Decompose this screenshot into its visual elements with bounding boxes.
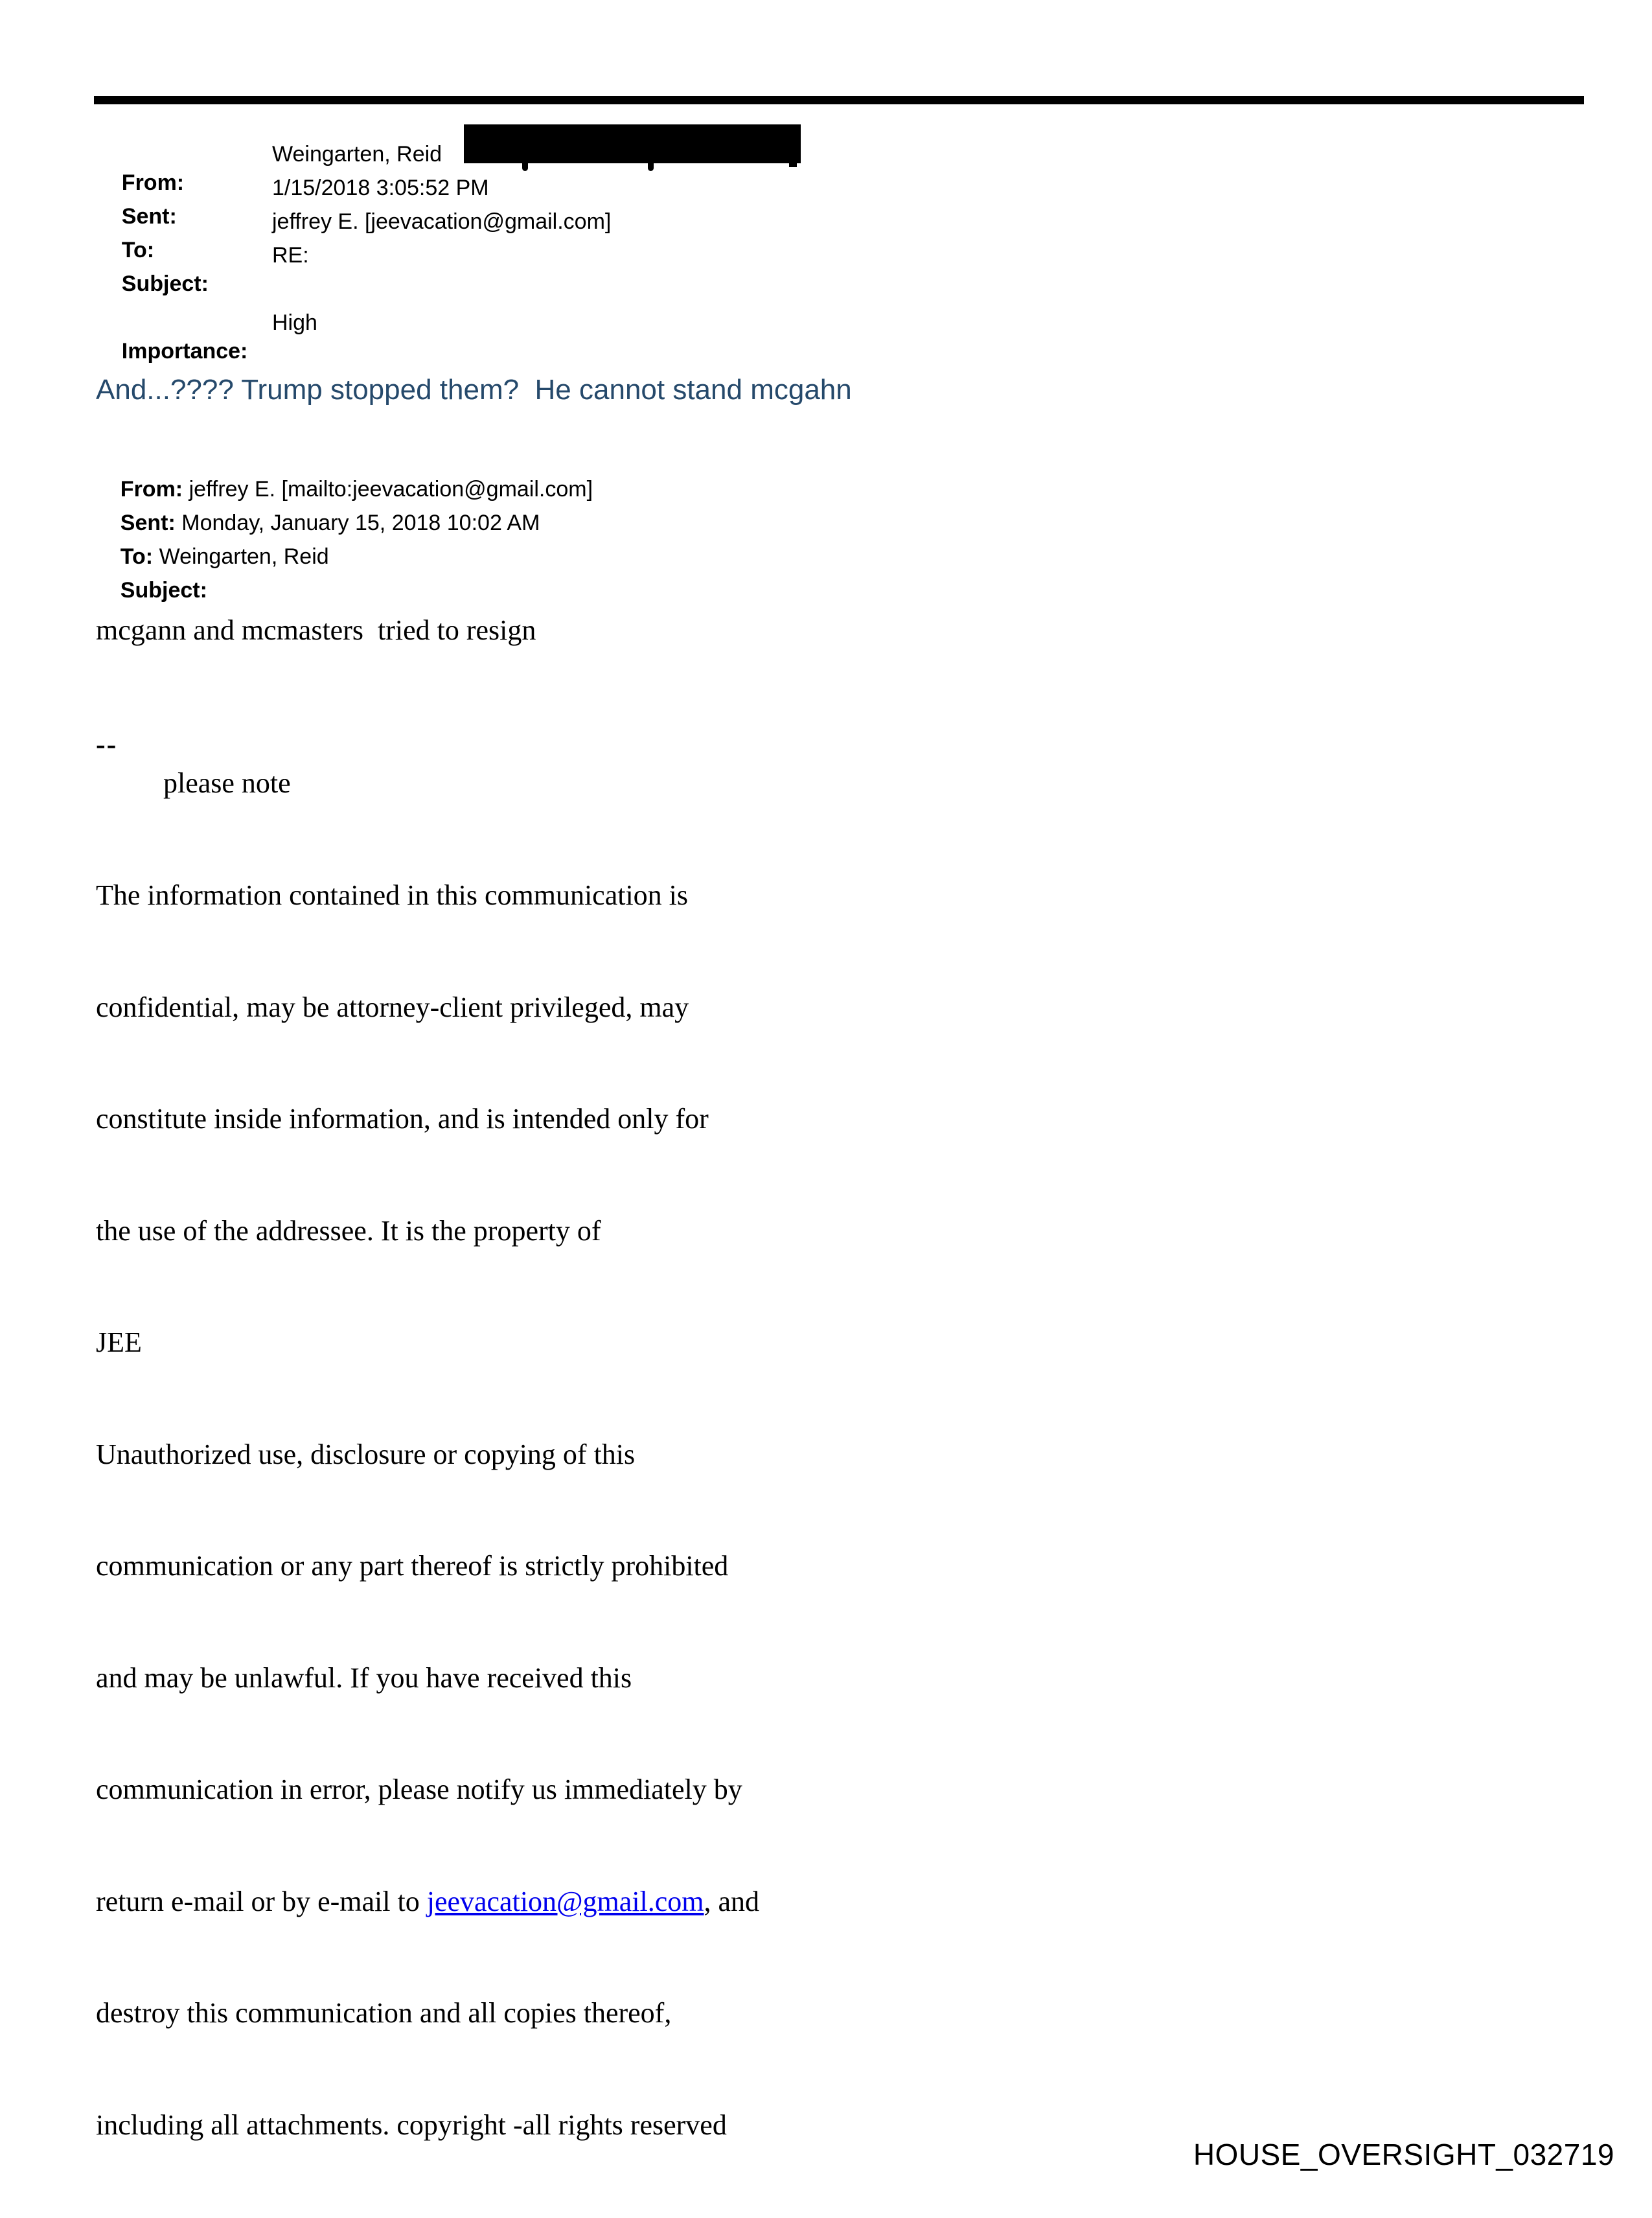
please-note-line: please note [163, 767, 291, 799]
redaction-descender-mark [522, 160, 528, 171]
body-message: mcgann and mcmasters tried to resign [96, 614, 536, 646]
subject-value: RE: [272, 243, 309, 268]
disclaimer-line: communication in error, please notify us immediately by [96, 1773, 742, 1805]
from-label: From: [121, 170, 185, 195]
to-value: jeffrey E. [jeevacation@gmail.com] [272, 209, 612, 234]
disclaimer-line: including all attachments. copyright -all rights reserved [96, 2108, 727, 2141]
header-row-subject [97, 241, 309, 296]
quoted-sent-label: Sent: [120, 511, 176, 535]
importance-label: Importance: [121, 339, 248, 364]
quoted-to-label: To: [120, 544, 154, 569]
reply-note-text: And...???? Trump stopped them? He cannot stand mcgahn [96, 374, 852, 406]
redaction-bar [464, 124, 801, 163]
disclaimer-line: destroy this communication and all copies thereof, [96, 1997, 672, 2029]
bates-number: HOUSE_OVERSIGHT_032719 [1193, 2138, 1614, 2171]
quoted-from-value: jeffrey E. [mailto:jeevacation@gmail.com] [183, 477, 593, 502]
disclaimer-line: JEE [96, 1326, 142, 1358]
email-line-prefix: return e-mail or by e-mail to [96, 1885, 427, 1917]
header-row-importance [97, 308, 317, 364]
redaction-descender-mark [789, 159, 797, 167]
to-label: To: [121, 238, 155, 262]
disclaimer-line: the use of the addressee. It is the property of [96, 1214, 601, 1247]
disclaimer-line: The information contained in this communication is [96, 879, 689, 911]
from-value: Weingarten, Reid [272, 142, 442, 167]
header-row-to [97, 207, 612, 262]
quoted-to-value: Weingarten, Reid [153, 544, 329, 569]
quoted-subject-label: Subject: [120, 578, 207, 603]
disclaimer-email-line [96, 1883, 759, 1921]
disclaimer-line: communication or any part thereof is strictly prohibited [96, 1550, 729, 1582]
quoted-sent-value: Monday, January 15, 2018 10:02 AM [175, 511, 540, 535]
email-line-suffix: , and [704, 1885, 760, 1917]
disclaimer-line: confidential, may be attorney-client privileged, may [96, 991, 689, 1023]
importance-value: High [272, 310, 317, 335]
quoted-from-label: From: [120, 477, 183, 502]
sent-label: Sent: [121, 204, 177, 229]
subject-label: Subject: [121, 271, 209, 296]
redaction-descender-mark [648, 160, 654, 171]
disclaimer-block [96, 802, 759, 2218]
header-divider-rule [94, 96, 1584, 104]
email-link[interactable]: jeevacation@gmail.com [426, 1885, 704, 1917]
disclaimer-line: constitute inside information, and is intended only for [96, 1103, 709, 1135]
sent-value: 1/15/2018 3:05:52 PM [272, 176, 489, 200]
disclaimer-line: Unauthorized use, disclosure or copying of this [96, 1438, 636, 1470]
disclaimer-line: and may be unlawful. If you have received this [96, 1661, 632, 1694]
signature-separator: -- [96, 728, 118, 760]
